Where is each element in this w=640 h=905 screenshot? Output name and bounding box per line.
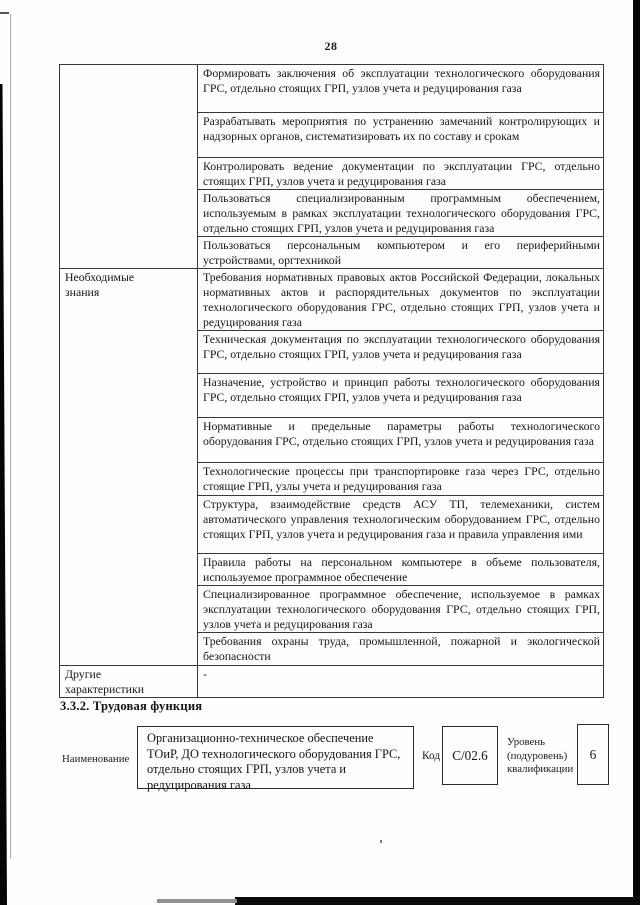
skill-item: Пользоваться специализированным программным обеспечением, используемым в рамках эксплуатации технологического оборудования ГРС, отдельно стоящих ГРП, узлов учета и редуцирования газа: [198, 190, 604, 237]
page-number: 28: [324, 39, 338, 53]
skill-item: Разрабатывать мероприятия по устранению замечаний контролирующих и надзорных органов, систематизировать их по составу и срокам: [198, 113, 604, 158]
function-level-label: [507, 736, 579, 777]
knowledge-item: Назначение, устройство и принцип работы технологического оборудования ГРС, отдельно стоящих ГРП, узлов учета и редуцирования газа: [198, 374, 604, 418]
scan-fold-line: [10, 14, 11, 859]
function-level-label-line1: Уровень: [507, 736, 546, 748]
other-characteristics-value: -: [198, 666, 604, 698]
function-level-box: 6: [577, 724, 609, 785]
table-row: [60, 666, 604, 698]
scan-edge-left: [0, 84, 8, 905]
skills-label-cell-empty: [60, 65, 198, 269]
function-code-box: С/02.6: [442, 726, 498, 785]
function-name-box: Организационно-техническое обеспечение ТОиР, ДО технологического оборудования ГРС, отдельно стоящих ГРП, узлов учета и редуцирования газа: [137, 726, 414, 789]
function-level-label-line2: (подуровень): [507, 749, 568, 762]
function-code-label: Код: [422, 750, 441, 762]
scan-edge-right: [633, 0, 640, 905]
knowledge-item: Техническая документация по эксплуатации технологического оборудования ГРС, отдельно стоящих ГРП, узлов учета и редуцирования газа: [198, 331, 604, 374]
other-characteristics-label: Другие характеристики: [65, 667, 145, 696]
scan-edge-bottom-gray: [157, 899, 237, 903]
function-name-label: Наименование: [62, 753, 130, 765]
table-row: [60, 65, 604, 113]
knowledge-item: Специализированное программное обеспечение, используемое в рамках эксплуатации технологического оборудования ГРС, отдельно стоящих ГРП, узлов учета и редуцирования газа: [198, 586, 604, 633]
table-row: [60, 269, 604, 331]
scan-dash-topleft: [0, 12, 9, 14]
other-characteristics-label-cell: [60, 666, 198, 698]
professional-standard-table: [59, 64, 604, 698]
scan-speck: [380, 840, 382, 843]
function-level-label-line3: квалификации: [507, 763, 574, 776]
knowledge-item: Технологические процессы при транспортировке газа через ГРС, отдельно стоящие ГРП, узлы учета и редуцирования газа: [198, 463, 604, 496]
knowledge-item: Требования охраны труда, промышленной, пожарной и экологической безопасности: [198, 633, 604, 666]
skill-item: Формировать заключения об эксплуатации технологического оборудования ГРС, отдельно стоящих ГРП, узлов учета и редуцирования газа: [198, 65, 604, 113]
knowledge-label: Необходимые знания: [65, 270, 135, 299]
knowledge-item: Структура, взаимодействие средств АСУ ТП, телемеханики, систем автоматического управления технологическим оборудованием ГРС, отдельно стоящих ГРП, узлов учета и редуцирования газа и правила управления ими: [198, 496, 604, 554]
skill-item: Контролировать ведение документации по эксплуатации ГРС, отдельно стоящих ГРП, узлов учета и редуцирования газа: [198, 158, 604, 190]
scan-edge-bottom: [235, 897, 640, 905]
section-heading: 3.3.2. Трудовая функция: [60, 699, 203, 713]
knowledge-item: Требования нормативных правовых актов Российской Федерации, локальных нормативных актов и распорядительных документов по эксплуатации технологического оборудования ГРС, отдельно стоящих ГРП, узлов учета и редуцирования газа: [198, 269, 604, 331]
knowledge-item: Правила работы на персональном компьютере в объеме пользователя, используемое программное обеспечение: [198, 554, 604, 586]
knowledge-label-cell: [60, 269, 198, 666]
skill-item: Пользоваться персональным компьютером и его периферийными устройствами, оргтехникой: [198, 237, 604, 269]
knowledge-item: Нормативные и предельные параметры работы технологического оборудования ГРС, отдельно стоящих ГРП, узлов учета и редуцирования газа: [198, 418, 604, 463]
